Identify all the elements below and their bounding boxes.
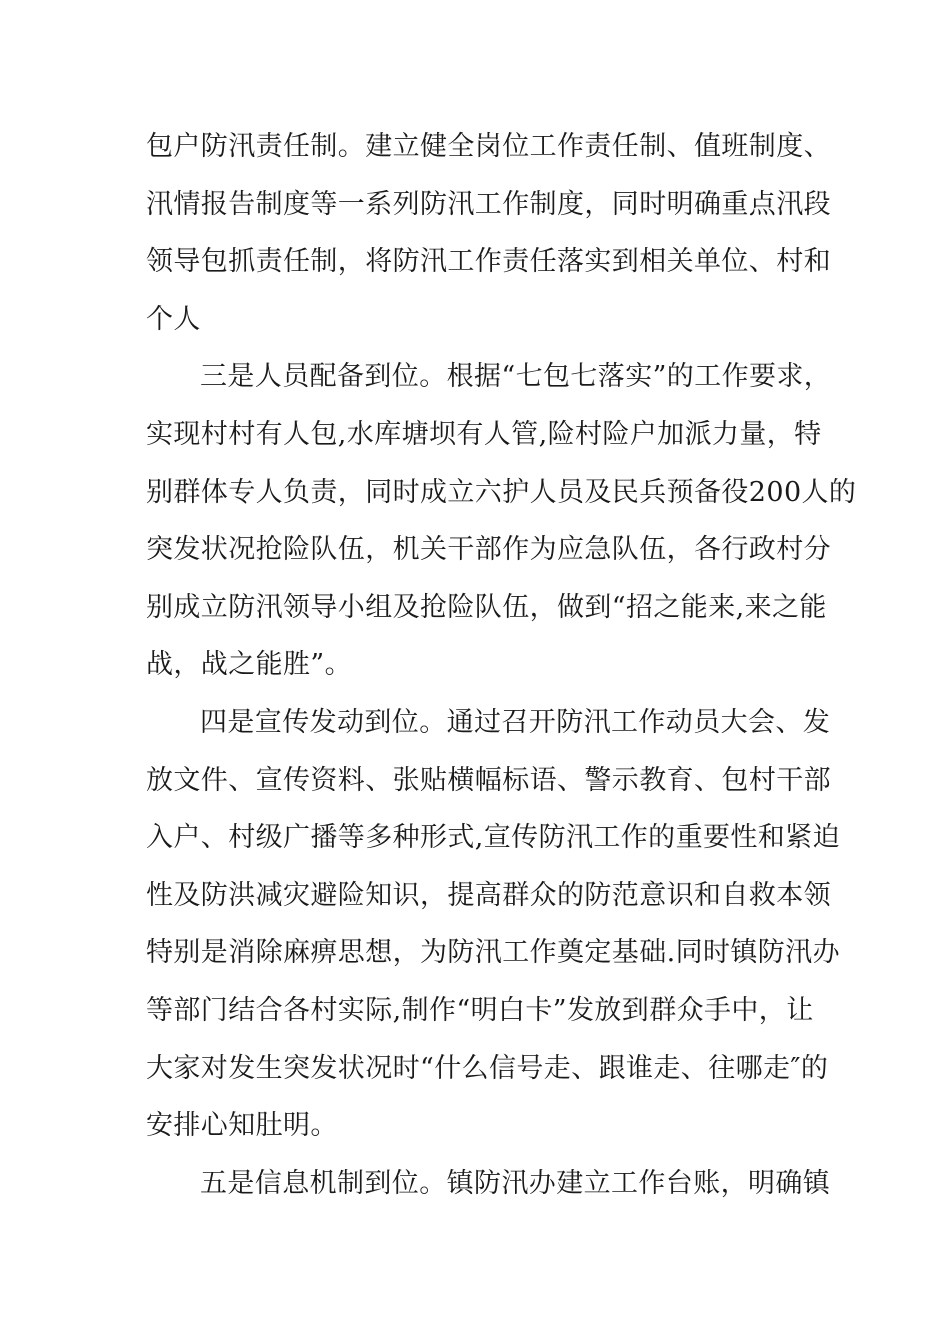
text-line: 汛情报告制度等一系列防汛工作制度，同时明确重点汛段: [146, 188, 831, 220]
text-line: 特别是消除麻痹思想，为防汛工作奠定基础.同时镇防汛办: [146, 937, 840, 969]
paragraph-start-line: 四是宣传发动到位。通过召开防汛工作动员大会、发: [200, 706, 831, 738]
text-line: 等部门结合各村实际,制作“明白卡”发放到群众手中，让: [146, 994, 814, 1026]
text-line: 战，战之能胜”。: [146, 649, 353, 681]
document-page: [146, 118, 857, 1212]
text-line: 安排心知肚明。: [146, 1110, 338, 1142]
text-line: 实现村村有人包,水库塘坝有人管,险村险户加派力量，特: [146, 418, 822, 450]
text-line: 放文件、宣传资料、张贴横幅标语、警示教育、包村干部: [146, 764, 831, 796]
text-line: 别群体专人负责，同时成立六护人员及民兵预备役200人的: [146, 476, 857, 508]
text-line: 性及防洪减灾避险知识，提高群众的防范意识和自救本领: [146, 879, 831, 911]
text-line: 大家对发生突发状况时“什么信号走、跟谁走、往哪走″的: [146, 1052, 829, 1084]
paragraph-start-line: 三是人员配备到位。根据“七包七落实”的工作要求，: [200, 361, 832, 393]
text-line: 领导包抓责任制，将防汛工作责任落实到相关单位、村和: [146, 246, 831, 278]
paragraph-start-line: 五是信息机制到位。镇防汛办建立工作台账，明确镇: [200, 1167, 831, 1199]
text-line: 突发状况抢险队伍，机关干部作为应急队伍，各行政村分: [146, 534, 831, 566]
text-line: 包户防汛责任制。建立健全岗位工作责任制、值班制度、: [146, 131, 831, 162]
text-line: 个人: [146, 303, 201, 335]
text-line: 别成立防汛领导小组及抢险队伍，做到“招之能来,来之能: [146, 591, 827, 623]
text-line: 入户、村级广播等多种形式,宣传防汛工作的重要性和紧迫: [146, 822, 840, 854]
